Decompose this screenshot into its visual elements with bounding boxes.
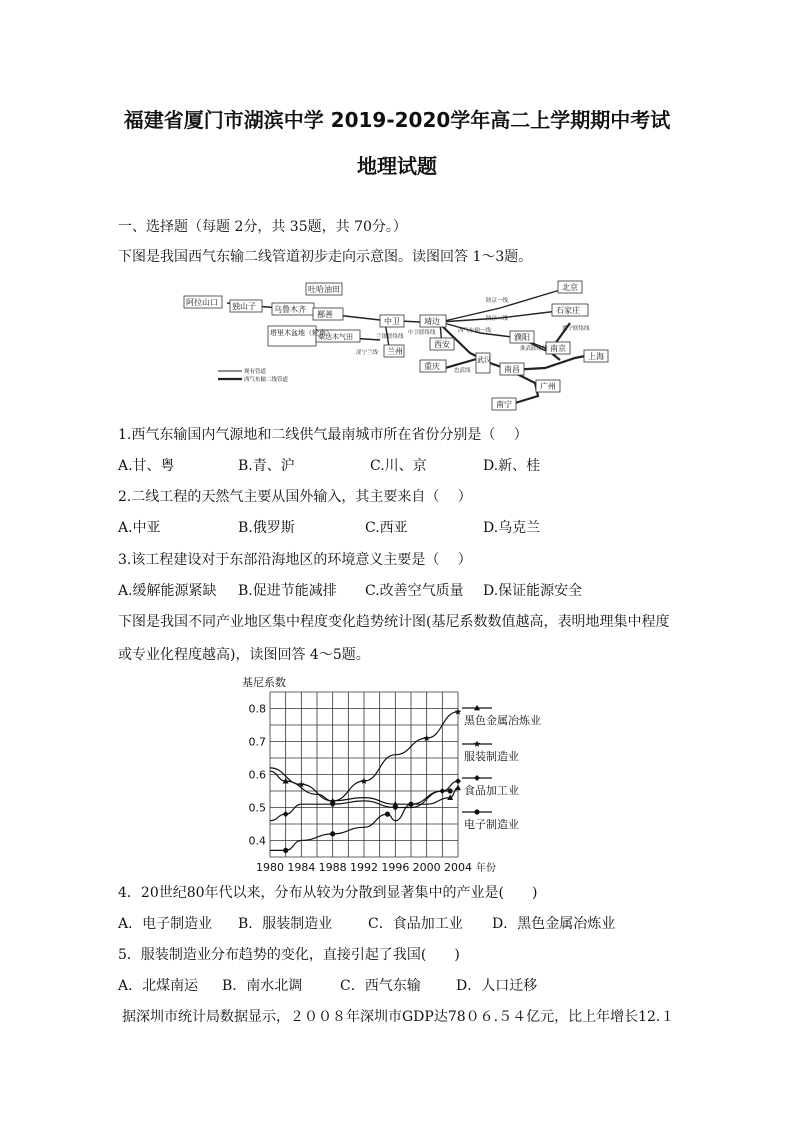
map-city-label: 阿拉山口 — [186, 298, 218, 307]
data-point — [455, 778, 461, 784]
legend-label: 电子制造业 — [464, 818, 519, 831]
x-tick-label: 1992 — [350, 861, 378, 874]
map-city-label: 柴达木气田 — [318, 333, 353, 341]
q4-option-d: D．黑色金属冶炼业 — [492, 916, 616, 932]
y-tick-label: 0.7 — [248, 735, 266, 749]
legend-label: 黑色金属冶炼业 — [464, 714, 541, 727]
legend-label: 服装制造业 — [464, 750, 519, 763]
map-city-label: 南宁 — [496, 400, 512, 409]
x-tick-label: 1980 — [256, 861, 284, 874]
y-tick-label: 0.4 — [248, 834, 266, 848]
legend-marker — [474, 809, 479, 814]
y-axis-label: 基尼系数 — [242, 676, 286, 689]
map-city-label: 上海 — [588, 352, 604, 361]
q1-option-c: C.川、京 — [370, 458, 427, 474]
q3-option-c: C.改善空气质量 — [365, 583, 464, 599]
map-city-label: 吐哈油田 — [308, 285, 340, 294]
q2-option-a: A.中亚 — [118, 520, 161, 536]
map-city-label: 独山子 — [232, 302, 256, 311]
question-2: 2.二线工程的天然气主要从国外输入，其主要来自（ ） — [118, 489, 472, 505]
passage-line: 据深圳市统计局数据显示，２００８年深圳市GDP达78０６.５４亿元，比上年增长12.１ — [122, 1009, 675, 1025]
data-point — [448, 788, 453, 793]
map-city-label: 广州 — [540, 382, 556, 391]
x-tick-label: 2000 — [412, 861, 441, 874]
q1-option-a: A.甘、粤 — [118, 458, 175, 474]
map-line-label: 忠武线 — [454, 368, 471, 374]
q1-option-b: B.青、沪 — [238, 458, 295, 474]
q5-option-a: A．北煤南运 — [118, 978, 199, 994]
legend-marker — [474, 740, 481, 747]
map-line-label: 陕京一线 — [486, 298, 509, 304]
q4-option-a: A．电子制造业 — [118, 916, 213, 932]
x-axis-label: 年份 — [476, 863, 496, 874]
map-line-label: 兰银联络线 — [376, 334, 404, 340]
data-point — [283, 848, 288, 853]
question-1: 1.西气东输国内气源地和二线供气最南城市所在省份分别是（ ） — [118, 427, 528, 443]
map-city-label: 武汉 — [477, 356, 491, 364]
y-tick-label: 0.5 — [248, 801, 266, 815]
legend-existing: 现有管道 — [244, 369, 267, 375]
data-point — [408, 802, 413, 807]
data-point — [283, 811, 289, 817]
intro-text-2-line1: 下图是我国不同产业地区集中程度变化趋势统计图(基尼系数数值越高，表明地理集中程度 — [118, 614, 670, 630]
q4-option-b: B．服装制造业 — [238, 916, 333, 932]
series-line — [270, 791, 450, 850]
y-tick-label: 0.8 — [248, 702, 266, 716]
q3-option-d: D.保证能源安全 — [483, 583, 583, 599]
x-tick-label: 2004 — [444, 861, 472, 874]
map-city-label: 南京 — [550, 344, 566, 353]
map-city-label: 濮阳 — [514, 333, 530, 342]
q4-option-c: C．食品加工业 — [368, 916, 463, 932]
question-4: 4．20世纪80年代以来，分布从较为分散到显著集中的产业是( ) — [118, 885, 538, 901]
x-tick-label: 1996 — [381, 861, 410, 874]
q1-option-d: D.新、桂 — [483, 458, 541, 474]
map-line-label: 西气东输一线 — [458, 328, 492, 334]
document-title-line2: 地理试题 — [357, 154, 437, 178]
map-line-label: 中卫联络线 — [408, 330, 436, 336]
q2-option-d: D.乌克兰 — [483, 520, 541, 536]
y-tick-label: 0.6 — [248, 768, 266, 782]
data-point — [455, 785, 461, 791]
q3-option-a: A.缓解能源紧缺 — [118, 583, 217, 599]
map-line-label: 涩宁兰线 — [356, 350, 379, 356]
data-point — [385, 812, 390, 817]
document-title-line1: 福建省厦门市湖滨中学 2019-2020学年高二上学期期中考试 — [123, 108, 671, 132]
map-line-label: 冀宁联络线 — [562, 326, 590, 332]
legend-label: 食品加工业 — [464, 784, 519, 797]
q5-option-d: D．人口迁移 — [456, 978, 538, 994]
map-legend — [218, 367, 289, 383]
q5-option-c: C．西气东输 — [340, 978, 421, 994]
intro-text-2-line2: 或专业化程度越高)，读图回答 4～5题。 — [118, 647, 370, 663]
map-city-label: 塔里木盆地（轮南） — [270, 329, 333, 337]
legend-line2: 西气东输二线管道 — [244, 377, 289, 383]
q3-option-b: B.促进节能减排 — [238, 583, 337, 599]
map-city-label: 西安 — [434, 340, 450, 349]
map-city-label: 南昌 — [504, 365, 520, 374]
map-city-label: 石家庄 — [556, 306, 580, 315]
map-city-label: 鄯善 — [317, 310, 333, 319]
legend-marker — [474, 775, 480, 781]
q5-option-b: B．南水北调 — [222, 978, 303, 994]
pipeline-map-figure — [180, 278, 620, 414]
q2-option-b: B.俄罗斯 — [238, 520, 295, 536]
x-tick-label: 1984 — [287, 861, 316, 874]
gini-line-chart — [240, 672, 560, 878]
map-line-label: 淮武联络线 — [520, 346, 548, 352]
data-point — [330, 831, 335, 836]
question-5: 5．服装制造业分布趋势的变化，直接引起了我国( ) — [118, 947, 460, 963]
x-tick-label: 1988 — [318, 861, 347, 874]
map-city-label: 乌鲁木齐 — [274, 305, 306, 314]
map-city-label: 重庆 — [424, 362, 440, 371]
intro-text-1: 下图是我国西气东输二线管道初步走向示意图。读图回答 1～3题。 — [118, 249, 533, 265]
map-city-label: 北京 — [562, 283, 578, 292]
map-city-label: 靖边 — [424, 317, 440, 326]
map-line-label: 陕京二线 — [486, 316, 509, 322]
section-heading: 一、选择题（每题 2分，共 35题，共 70分。） — [118, 219, 407, 235]
q2-option-c: C.西亚 — [365, 520, 408, 536]
map-city-label: 兰州 — [387, 347, 403, 356]
question-3: 3.该工程建设对于东部沿海地区的环境意义主要是（ ） — [118, 552, 472, 568]
map-city-label: 中卫 — [384, 317, 400, 326]
